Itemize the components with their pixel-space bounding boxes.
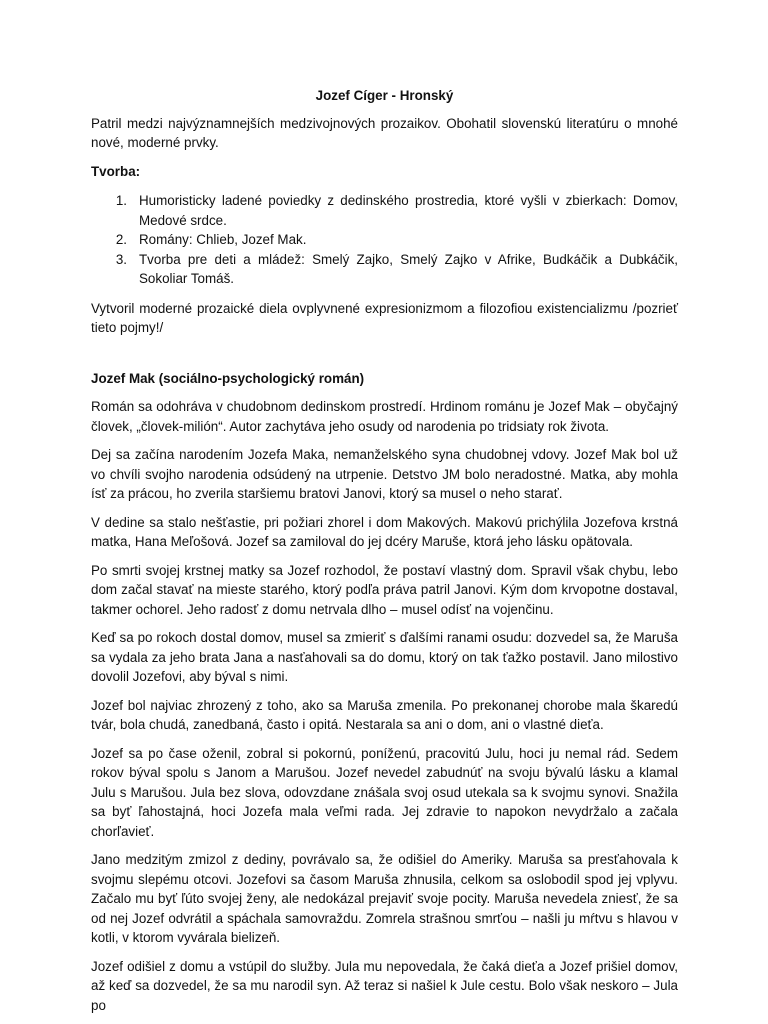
works-list-item	[91, 250, 678, 289]
intro-paragraph: Patril medzi najvýznamnejších medzivojnových prozaikov. Obohatil slovenskú literatúru o mnohé nové, moderné prvky.	[91, 115, 678, 150]
created-paragraph: Vytvoril moderné prozaické diela ovplyvnené expresionizmom a filozofiou existencializmu /pozrieť tieto pojmy!/	[91, 300, 678, 335]
works-heading: Tvorba:	[91, 163, 141, 179]
body-paragraph: Jozef sa po čase oženil, zobral si pokornú, poníženú, pracovitú Julu, hoci ju nemal rád. Sedem rokov býval spolu s Janom a Marušou. Jozef nevedel zabudnúť na svoju bývalú lásku a klamal Julu s Marušou. Jula bez slova, odovzdane znášala svoj osud utekala sa k svojmu synovi. Snažila sa byť ľahostajná, hoci Jozefa mala veľmi rada. Jej zdravie to napokon nevydržalo a začala chorľavieť.	[91, 745, 678, 839]
body-paragraph: Keď sa po rokoch dostal domov, musel sa zmieriť s ďalšími ranami osudu: dozvedel sa, že Maruša sa vydala za jeho brata Jana a nasťahovali sa do domu, ktorý on tak ťažko postavil. Jano milostivo dovolil Jozefovi, aby býval s nimi.	[91, 630, 678, 684]
works-list-item	[91, 191, 678, 230]
body-paragraph: Román sa odohráva v chudobnom dedinskom prostredí. Hrdinom románu je Jozef Mak – obyčajný človek, „človek-milión“. Autor zachytáva jeho osudy od narodenia po tridsiaty rok života.	[91, 399, 678, 434]
section-heading: Jozef Mak (sociálno-psychologický román)	[91, 370, 365, 386]
body-paragraph: Jozef odišiel z domu a vstúpil do služby. Jula mu nepovedala, že čaká dieťa a Jozef prišiel domov, až keď sa dozvedel, že sa mu narodil syn. Až teraz si našiel k Jule cestu. Bolo však neskoro – Jula po	[91, 958, 678, 1013]
section-spacer	[91, 347, 678, 369]
document-title: Jozef Cíger - Hronský	[315, 88, 454, 103]
list-item-text: Tvorba pre deti a mládež: Smelý Zajko, Smelý Zajko v Afrike, Budkáčik a Dubkáčik, Sokoliar Tomáš.	[139, 251, 678, 286]
list-number: 1.	[115, 193, 127, 208]
list-number: 2.	[115, 232, 127, 247]
body-paragraph: Jano medzitým zmizol z dediny, povrávalo sa, že odišiel do Ameriky. Maruša sa presťahovala k svojmu slepému otcovi. Jozefovi sa časom Maruša zhnusila, celkom sa oslobodil spod jej vplyvu. Začalo mu byť ľúto svojej ženy, ale nedokázal prejaviť svoje pocity. Maruša nevedela zniesť, že sa od nej Jozef odvrátil a spáchala samovraždu. Zomrela strašnou smrťou – našli ju mŕtvu s hlavou v kotli, v ktorom vyvárala bielizeň.	[91, 852, 678, 945]
list-item-text: Romány: Chlieb, Jozef Mak.	[139, 232, 307, 247]
works-list	[91, 191, 678, 289]
works-list-item	[91, 230, 678, 250]
body-paragraph: Jozef bol najviac zhrozený z toho, ako sa Maruša zmenila. Po prekonanej chorobe mala škaredú tvár, bola chudá, zanedbaná, často i opitá. Nestarala sa ani o dom, ani o vlastné dieťa.	[91, 697, 678, 732]
list-item-text: Humoristicky ladené poviedky z dedinského prostredia, ktoré vyšli v zbierkach: Domov, Medové srdce.	[139, 193, 678, 228]
body-paragraph: Dej sa začína narodením Jozefa Maka, nemanželského syna chudobnej vdovy. Jozef Mak bol už vo chvíli svojho narodenia odsúdený na utrpenie. Detstvo JM bolo neradostné. Matka, aby mohla ísť za prácou, ho zverila staršiemu bratovi Janovi, ktorý sa musel o neho starať.	[91, 447, 678, 501]
list-number: 3.	[115, 251, 127, 267]
body-paragraph: V dedine sa stalo nešťastie, pri požiari zhorel i dom Makových. Makovú prichýlila Jozefova krstná matka, Hana Meľošová. Jozef sa zamiloval do jej dcéry Maruše, ktorá jeho lásku opätovala.	[91, 514, 678, 549]
body-paragraph: Po smrti svojej krstnej matky sa Jozef rozhodol, že postaví vlastný dom. Spravil však chybu, lebo dom začal stavať na mieste starého, ktorý podľa práva patril Janovi. Kým dom krvopotne dostaval, takmer ochorel. Jeho radosť z domu netrvala dlho – musel odísť na vojenčinu.	[91, 562, 678, 617]
